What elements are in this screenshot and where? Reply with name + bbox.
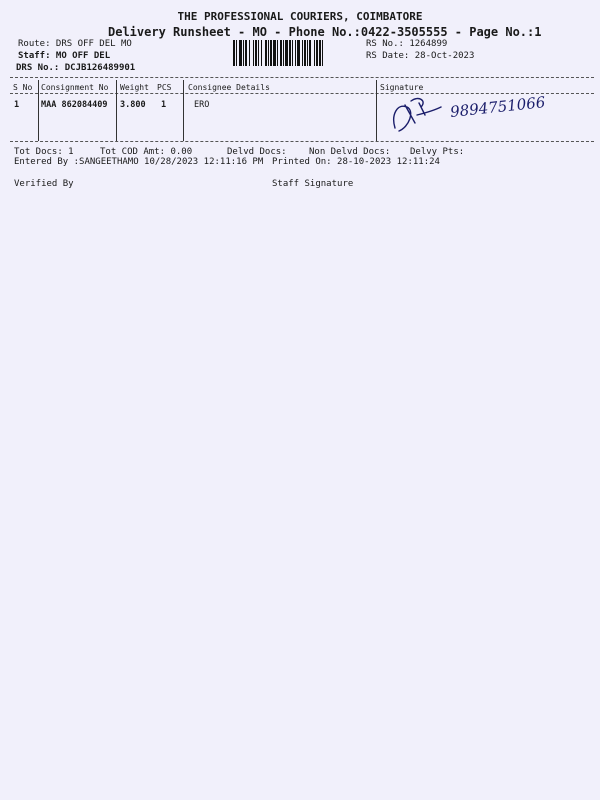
column-header-consignment-no: Consignment No	[41, 83, 109, 92]
printed-on: Printed On: 28-10-2023 12:11:24	[272, 157, 440, 167]
row-weight: 3.800	[120, 100, 146, 110]
column-divider	[38, 80, 39, 141]
column-header-weight: Weight	[120, 83, 149, 92]
barcode-bar	[277, 40, 278, 66]
barcode-bar	[236, 40, 237, 66]
barcode-bar	[316, 40, 318, 66]
drs-number: DRS No.: DCJB126489901	[16, 63, 136, 73]
barcode-bar	[309, 40, 311, 66]
barcode-bar	[245, 40, 247, 66]
staff-signature-label: Staff Signature	[272, 179, 354, 189]
signature-phone-note: 9894751066	[449, 93, 547, 121]
barcode-bar	[295, 40, 296, 66]
barcode-bar	[239, 40, 242, 66]
barcode-bar	[233, 40, 235, 66]
barcode-bar	[273, 40, 276, 66]
company-title: THE PROFESSIONAL COURIERS, COIMBATORE	[177, 10, 423, 23]
barcode-bar	[270, 40, 272, 66]
barcode-bar	[314, 40, 315, 66]
barcode-bar	[289, 40, 291, 66]
barcode-bar	[285, 40, 288, 66]
barcode-bar	[258, 40, 259, 66]
non-delivered-docs: Non Delvd Docs:	[309, 147, 391, 157]
verified-by-label: Verified By	[14, 179, 74, 189]
column-header-s-no: S No	[13, 83, 33, 92]
table-bottom-rule	[10, 141, 594, 142]
barcode-bar	[253, 40, 254, 66]
column-divider	[183, 80, 184, 141]
barcode-bar	[322, 40, 323, 66]
barcode-icon	[233, 40, 358, 66]
column-divider	[116, 80, 117, 141]
delivery-points: Delvy Pts:	[410, 147, 465, 157]
delivered-docs: Delvd Docs:	[227, 147, 287, 157]
barcode-bar	[243, 40, 244, 66]
barcode-bar	[297, 40, 300, 66]
entered-by: Entered By :SANGEETHAMO 10/28/2023 12:11:16 PM	[14, 157, 264, 167]
column-divider	[376, 80, 377, 141]
rs-number: RS No.: 1264899	[366, 39, 448, 49]
barcode-bar	[319, 40, 321, 66]
barcode-bar	[283, 40, 284, 66]
route-label: Route: DRS OFF DEL MO	[18, 39, 132, 49]
total-docs: Tot Docs: 1	[14, 147, 74, 157]
barcode-bar	[304, 40, 306, 66]
row-consignment-no: MAA 862084409	[41, 100, 108, 110]
column-header-consignee: Consignee Details	[188, 83, 270, 92]
barcode-bar	[280, 40, 282, 66]
barcode-bar	[249, 40, 250, 66]
table-top-rule	[10, 77, 594, 78]
barcode-bar	[255, 40, 257, 66]
barcode-bar	[268, 40, 269, 66]
row-pcs: 1	[161, 100, 167, 110]
barcode-bar	[302, 40, 303, 66]
staff-label: Staff: MO OFF DEL	[18, 51, 111, 61]
row-s-no: 1	[14, 100, 20, 110]
rs-date: RS Date: 28-Oct-2023	[366, 51, 475, 61]
total-cod-amount: Tot COD Amt: 0.00	[100, 147, 193, 157]
column-header-pcs: PCS	[157, 83, 172, 92]
row-consignee: ERO	[194, 100, 210, 110]
barcode-bar	[292, 40, 293, 66]
barcode-bar	[307, 40, 308, 66]
column-header-signature: Signature	[380, 83, 424, 92]
barcode-bar	[265, 40, 267, 66]
runsheet-subtitle: Delivery Runsheet - MO - Phone No.:0422-3505555 - Page No.:1	[108, 25, 542, 39]
barcode-bar	[261, 40, 262, 66]
